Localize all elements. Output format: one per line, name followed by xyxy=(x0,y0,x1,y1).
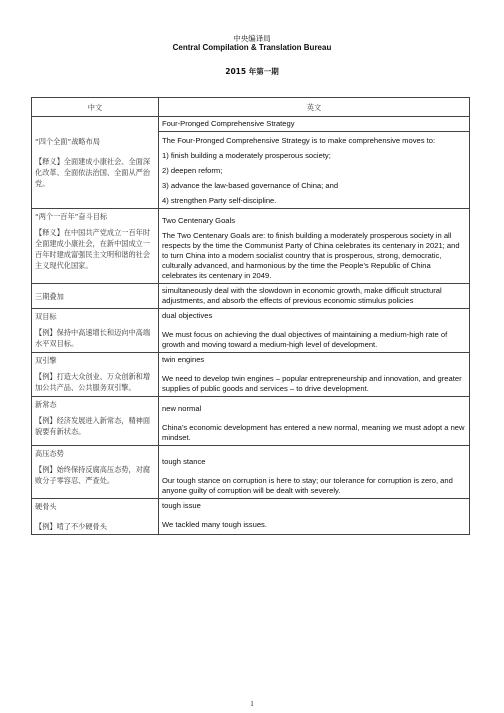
en-cell xyxy=(159,446,470,499)
list-item: 4) strengthen Party self-discipline. xyxy=(162,196,277,205)
cn-note: 【例】经济发展进入新常态，精神面貌要有新状态。 xyxy=(35,416,151,436)
cn-cell xyxy=(32,397,159,446)
en-cell xyxy=(159,309,470,353)
cn-term: 高压态势 xyxy=(35,449,64,458)
list-item: 3) advance the law-based governance of China; and xyxy=(162,181,339,190)
cn-note: 【释义】在中国共产党成立一百年时全面建成小康社会，在新中国成立一百年时建成富强民主文明和谐的社会主义现代化国家。 xyxy=(35,228,151,270)
cn-cell xyxy=(32,309,159,353)
en-cell xyxy=(159,284,470,309)
en-text: We tackled many tough issues. xyxy=(162,520,267,529)
en-title: new normal xyxy=(162,404,202,413)
en-title: tough issue xyxy=(162,501,201,510)
cn-note: 【例】始终保持反腐高压态势，对腐败分子零容忍、严查处。 xyxy=(35,465,151,485)
table-row xyxy=(32,397,470,446)
en-title: Two Centenary Goals xyxy=(162,216,236,225)
issue-label: 2015 年第一期 xyxy=(225,67,279,76)
org-name-en: Central Compilation & Translation Bureau xyxy=(172,43,332,52)
en-text: Our tough stance on corruption is here to stay; our tolerance for corruption is zero, and anyone guilty of corruption will be dealt with severely. xyxy=(162,476,453,495)
cn-note: 【例】啃了不少硬骨头 xyxy=(35,522,107,531)
table-row xyxy=(32,309,470,353)
table-header-row xyxy=(32,98,470,117)
cn-cell xyxy=(32,353,159,397)
en-text: simultaneously deal with the slowdown in economic growth, make difficult structural adjustments, and absorb the effects of previous economic stimulus policies xyxy=(162,286,442,305)
cn-note: 【例】打造大众创业、万众创新和增加公共产品、公共服务双引擎。 xyxy=(35,372,151,392)
en-intro: The Four-Pronged Comprehensive Strategy is to make comprehensive moves to: xyxy=(162,136,436,145)
table-row xyxy=(32,446,470,499)
en-cell xyxy=(159,353,470,397)
en-title: twin engines xyxy=(162,355,205,364)
table-row xyxy=(32,284,470,309)
cn-term: 双引擎 xyxy=(35,356,57,365)
en-title: dual objectives xyxy=(162,311,213,320)
cn-cell xyxy=(32,446,159,499)
en-title: Four-Pronged Comprehensive Strategy xyxy=(159,117,469,132)
en-title: tough stance xyxy=(162,457,206,466)
list-item: 2) deepen reform; xyxy=(162,166,223,175)
list-item: 1) finish building a moderately prosperous society; xyxy=(162,151,331,160)
column-header-cn: 中文 xyxy=(32,98,159,117)
cn-term: 硬骨头 xyxy=(35,502,57,511)
cn-cell xyxy=(32,499,159,535)
en-text: China’s economic development has entered a new normal, meaning we must adopt a new mindset. xyxy=(162,423,465,442)
table-row xyxy=(32,353,470,397)
cn-note: 【例】保持中高速增长和迈向中高端水平双目标。 xyxy=(35,328,151,348)
en-body xyxy=(159,132,469,208)
cn-term: 三期叠加 xyxy=(35,291,64,301)
cn-term: 双目标 xyxy=(35,312,57,321)
table-row xyxy=(32,499,470,535)
cn-term: “四个全面”战略布局 xyxy=(35,137,100,146)
cn-term: 新常态 xyxy=(35,400,57,409)
table-row xyxy=(32,117,470,209)
page-number: 1 xyxy=(250,700,254,708)
table-row xyxy=(32,209,470,284)
cn-cell xyxy=(32,284,159,309)
cn-cell xyxy=(32,209,159,284)
en-cell xyxy=(159,117,470,209)
org-name-cn: 中央编译局 xyxy=(233,34,271,43)
en-text: We must focus on achieving the dual objectives of maintaining a medium-high rate of growth and moving toward a medium-high level of development. xyxy=(162,330,448,349)
cn-note: 【释义】全面建成小康社会、全面深化改革、全面依法治国、全面从严治党。 xyxy=(35,157,151,188)
cn-term: “两个一百年”奋斗目标 xyxy=(35,212,108,221)
en-text: We need to develop twin engines – popular entrepreneurship and innovation, and greater supplies of public goods and services – to drive development. xyxy=(162,374,462,393)
glossary-table xyxy=(31,97,470,535)
en-text: The Two Centenary Goals are: to finish building a moderately prosperous society in all respects by the time the Communist Party of China celebrates its centenary in 2021; and to turn China into a modern socialist country that is prosperous, strong, democratic, culturally advanced, and harmonious by the time the People’s Republic of China celebrates its centenary in 2049. xyxy=(162,231,460,280)
cn-cell xyxy=(32,117,159,209)
en-cell xyxy=(159,397,470,446)
column-header-en: 英文 xyxy=(159,98,470,117)
en-cell xyxy=(159,499,470,535)
en-cell xyxy=(159,209,470,284)
